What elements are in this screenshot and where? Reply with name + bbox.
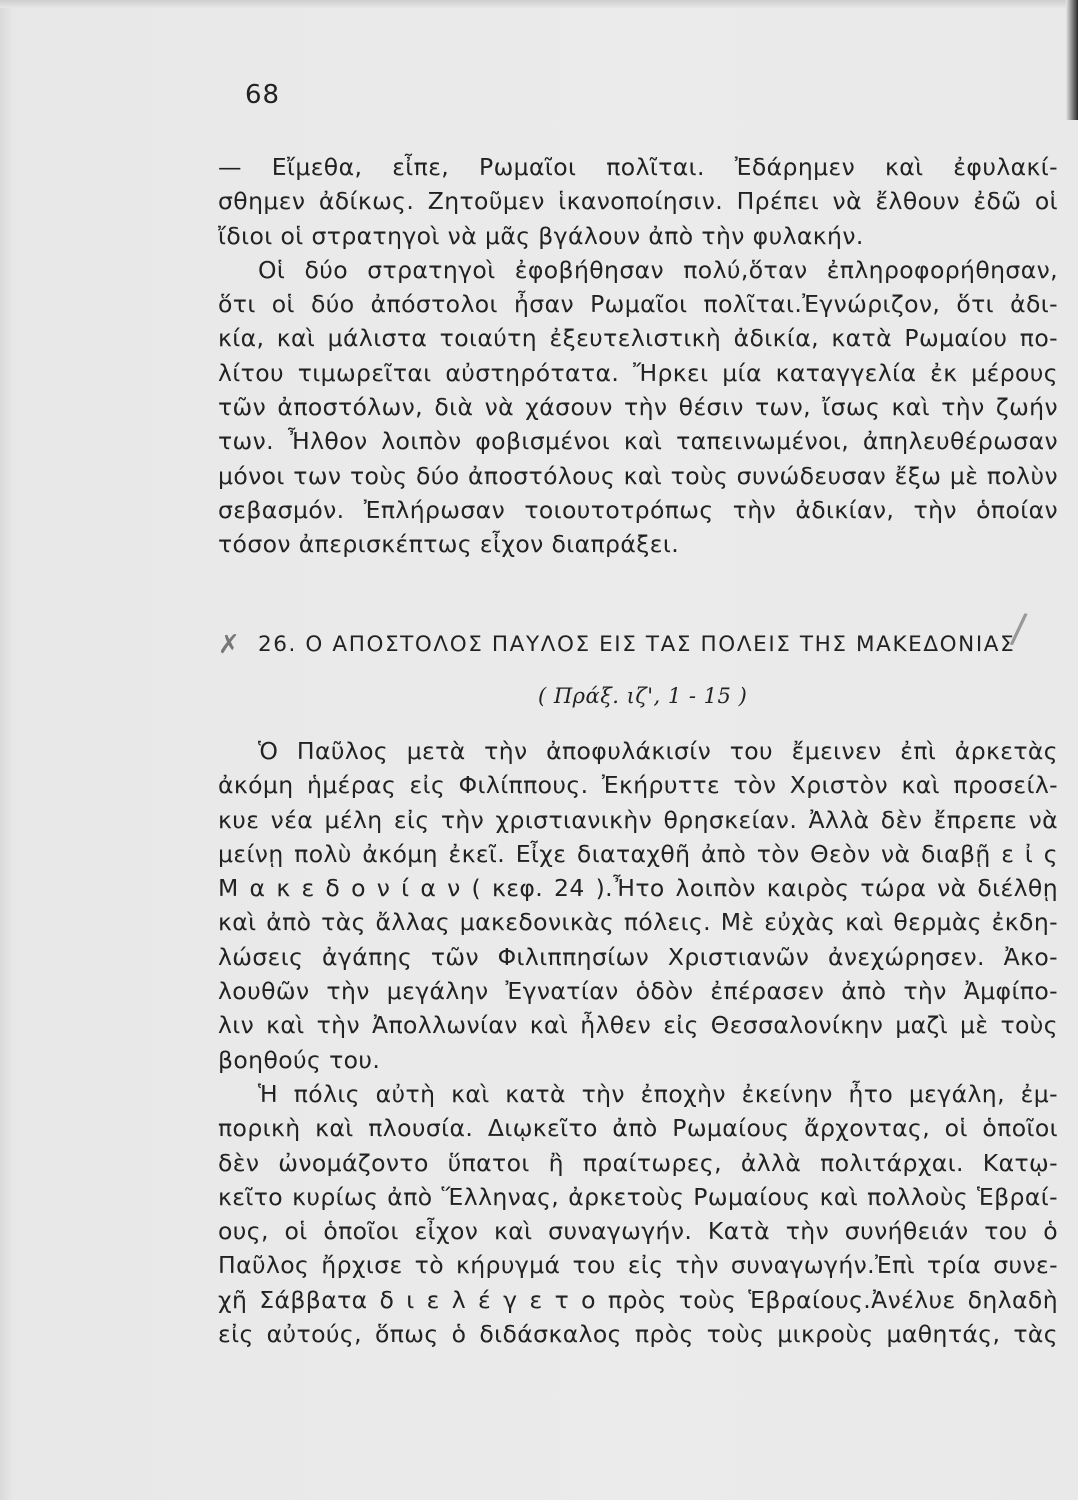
text-line: μείνῃ πολὺ ἀκόμη ἐκεῖ. Εἶχε διαταχθῆ ἀπὸ τὸν Θεὸν νὰ διαβῇ ε ἰ ς [218, 839, 1058, 868]
text-line: Ὁ Παῦλος μετὰ τὴν ἀποφυλάκισίν του ἔμεινεν ἐπὶ ἀρκετὰς [258, 737, 1058, 765]
text-line: σθημεν ἀδίκως. Ζητοῦμεν ἱκανοποίησιν. Πρέπει νὰ ἔλθουν ἐδῶ οἱ [218, 187, 1058, 216]
text-line: ὅτι οἱ δύο ἀπόστολοι ἦσαν Ρωμαῖοι πολῖται.Ἐγνώριζον, ὅτι ἀδι- [218, 290, 1058, 319]
text-line: — Εἴμεθα, εἶπε, Ρωμαῖοι πολῖται. Ἐδάρημεν καὶ ἐφυλακί- [218, 153, 1058, 181]
text-line: σεβασμόν. Ἐπλήρωσαν τοιουτοτρόπως τὴν ἀδικίαν, τὴν ὁποίαν [218, 495, 1058, 524]
page-number: 68 [245, 80, 281, 110]
text-line: ἴδιοι οἱ στρατηγοὶ νὰ μᾶς βγάλουν ἀπὸ τὴν φυλακήν. [218, 221, 864, 250]
text-line: Μ α κ ε δ ο ν ί α ν ( κεφ. 24 ).Ἦτο λοιπὸν καιρὸς τώρα νὰ διέλθῃ [218, 874, 1058, 903]
text-line: κεῖτο κυρίως ἀπὸ Ἕλληνας, ἀρκετοὺς Ρωμαίους καὶ πολλοὺς Ἑβραί- [218, 1182, 1058, 1211]
text-line: χῆ Σάββατα δ ι ε λ έ γ ε τ ο πρὸς τοὺς Ἑβραίους.Ἀνέλυε δηλαδὴ [218, 1285, 1058, 1314]
text-line: κυε νέα μέλη εἰς τὴν χριστιανικὴν θρησκείαν. Ἀλλὰ δὲν ἔπρεπε νὰ [218, 805, 1058, 834]
text-line: εἰς αὐτούς, ὅπως ὁ διδάσκαλος πρὸς τοὺς μικροὺς μαθητάς, τὰς [218, 1320, 1058, 1349]
text-line: λώσεις ἀγάπης τῶν Φιλιππησίων Χριστιανῶν ἀνεχώρησεν. Ἀκο- [218, 942, 1058, 971]
text-line: ους, οἱ ὁποῖοι εἶχον καὶ συναγωγήν. Κατὰ τὴν συνήθειάν του ὁ [218, 1217, 1058, 1246]
section-heading: 26. Ο ΑΠΟΣΤΟΛΟΣ ΠΑΥΛΟΣ ΕΙΣ ΤΑΣ ΠΟΛΕΙΣ ΤΗΣ ΜΑΚΕΔΟΝΙΑΣ [258, 632, 1016, 657]
text-line: μόνοι των τοὺς δύο ἀποστόλους καὶ τοὺς συνώδευσαν ἔξω μὲ πολὺν [218, 461, 1058, 490]
text-line: καὶ ἀπὸ τὰς ἄλλας μακεδονικὰς πόλεις. Μὲ εὐχὰς καὶ θερμὰς ἐκδη- [218, 908, 1058, 937]
handwritten-slash-mark: / [1008, 605, 1029, 653]
text-line: βοηθούς του. [218, 1045, 381, 1074]
text-line: Ἡ πόλις αὐτὴ καὶ κατὰ τὴν ἐποχὴν ἐκείνην ἦτο μεγάλη, ἐμ- [258, 1079, 1058, 1108]
handwritten-cross-mark: ✗ [218, 630, 240, 660]
text-line: λίτου τιμωρεῖται αὐστηρότατα. Ἤρκει μία καταγγελία ἐκ μέρους [218, 358, 1058, 387]
text-line: πορικὴ καὶ πλουσία. Διῳκεῖτο ἀπὸ Ρωμαίους ἄρχοντας, οἱ ὁποῖοι [218, 1114, 1058, 1143]
text-line: δὲν ὠνομάζοντο ὕπατοι ἢ πραίτωρες, ἀλλὰ πολιτάρχαι. Κατῳ- [218, 1148, 1058, 1177]
text-line: Οἱ δύο στρατηγοὶ ἐφοβήθησαν πολύ,ὅταν ἐπληροφορήθησαν, [258, 255, 1058, 284]
scripture-reference: ( Πράξ. ιζ', 1 - 15 ) [538, 684, 748, 708]
text-line: λιν καὶ τὴν Ἀπολλωνίαν καὶ ἦλθεν εἰς Θεσσαλονίκην μαζὶ μὲ τοὺς [218, 1011, 1058, 1040]
text-line: λουθῶν τὴν μεγάλην Ἐγνατίαν ὁδὸν ἐπέρασεν ἀπὸ τὴν Ἀμφίπο- [218, 977, 1058, 1006]
text-line: τόσον ἀπερισκέπτως εἶχον διαπράξει. [218, 530, 680, 559]
page-right-edge [1066, 0, 1078, 120]
text-line: των. Ἦλθον λοιπὸν φοβισμένοι καὶ ταπεινωμένοι, ἀπηλευθέρωσαν [218, 427, 1058, 456]
paragraph-1 [218, 150, 1058, 562]
text-line: ἀκόμη ἡμέρας εἰς Φιλίππους. Ἐκήρυττε τὸν Χριστὸν καὶ προσείλ- [218, 771, 1058, 800]
text-line: κία, καὶ μάλιστα τοιαύτη ἐξευτελιστικὴ ἀδικία, κατὰ Ρωμαίου πο- [218, 324, 1058, 353]
text-line: τῶν ἀποστόλων, διὰ νὰ χάσουν τὴν θέσιν των, ἴσως καὶ τὴν ζωήν [218, 393, 1058, 422]
paragraph-2 [218, 734, 1058, 1351]
text-line: Παῦλος ἤρχισε τὸ κήρυγμά του εἰς τὴν συναγωγήν.Ἐπὶ τρία συνε- [218, 1251, 1058, 1280]
page-top-edge [0, 0, 1078, 8]
